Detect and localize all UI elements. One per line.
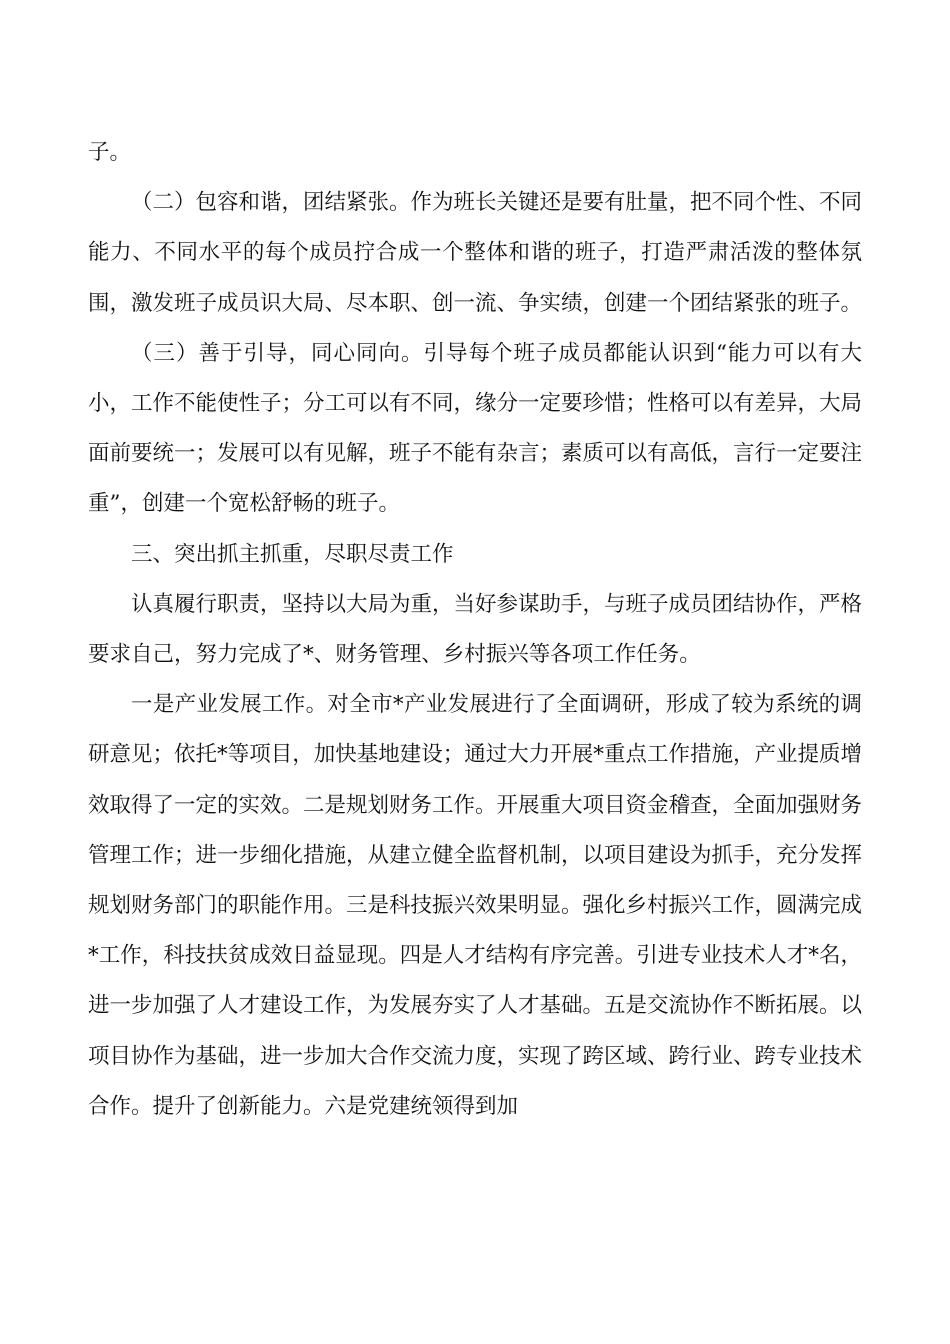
paragraph-continuation: 子。 [88, 140, 132, 165]
paragraph-inclusive-harmony: （二）包容和谐，团结紧张。作为班长关键还是要有肚量，把不同个性、不同能力、不同水平的每个成员拧合成一个整体和谐的班子，打造严肃活泼的整体氛围，激发班子成员识大局、尽本职、创一流、争实绩，创建一个团结紧张的班子。 [88, 190, 863, 316]
section-heading: 三、突出抓主抓重，尽职尽责工作 [131, 541, 454, 567]
paragraph-duties: 认真履行职责，坚持以大局为重，当好参谋助手，与班子成员团结协作，严格要求自己，努力完成了*、财务管理、乡村振兴等各项工作任务。 [88, 591, 863, 668]
document-page [88, 128, 862, 1132]
paragraph-good-guidance: （三）善于引导，同心同向。引导每个班子成员都能认识到“能力可以有大小，工作不能使性子；分工可以有不同，缘分一定要珍惜；性格可以有差异，大局面前要统一；发展可以有见解，班子不能有杂言；素质可以有高低，言行一定要注重”，创建一个宽松舒畅的班子。 [88, 340, 863, 517]
paragraph-achievements: 一是产业发展工作。对全市*产业发展进行了全面调研，形成了较为系统的调研意见；依托*等项目，加快基地建设；通过大力开展*重点工作措施，产业提质增效取得了一定的实效。二是规划财务工作。开展重大项目资金稽查，全面加强财务管理工作；进一步细化措施，从建立健全监督机制，以项目建设为抓手，充分发挥规划财务部门的职能作用。三是科技振兴效果明显。强化乡村振兴工作，圆满完成*工作，科技扶贫成效日益显现。四是人才结构有序完善。引进专业技术人才*名，进一步加强了人才建设工作，为发展夯实了人才基础。五是交流协作不断拓展。以项目协作为基础，进一步加大合作交流力度，实现了跨区域、跨行业、跨专业技术合作。提升了创新能力。六是党建统领得到加 [88, 692, 863, 1119]
